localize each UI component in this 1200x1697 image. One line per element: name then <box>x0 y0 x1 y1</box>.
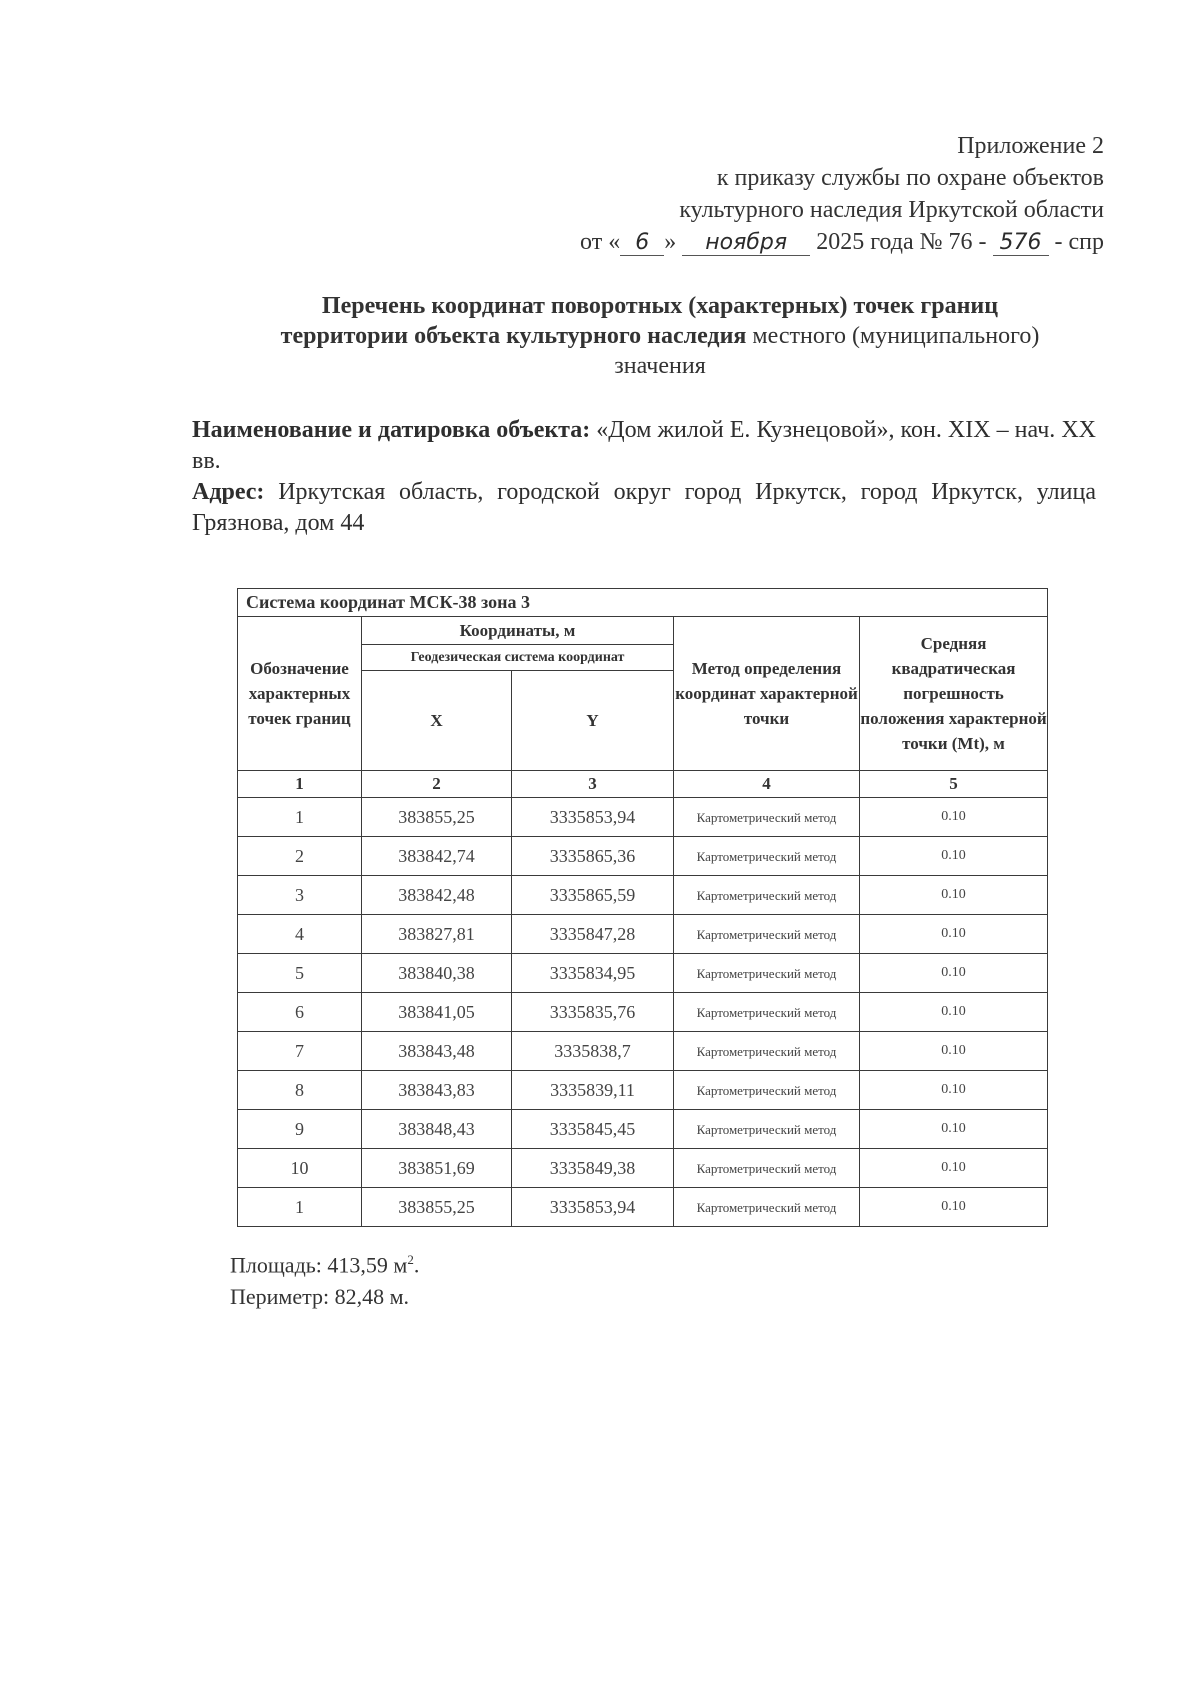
cell-error: 0.10 <box>860 915 1048 954</box>
area-end: . <box>413 1252 420 1278</box>
area-text: Площадь: 413,59 м <box>230 1252 408 1278</box>
table-row <box>238 1032 1048 1071</box>
cell-method: Картометрический метод <box>674 798 860 837</box>
col-header-point: Обозначение характерных точек границ <box>238 617 362 771</box>
cell-point: 10 <box>238 1149 362 1188</box>
address-value: Иркутская область, городской округ город Иркутск, город Иркутск, улица Грязнова, дом 44 <box>192 479 1096 536</box>
handwritten-order-number: 576 <box>993 231 1049 256</box>
cell-method: Картометрический метод <box>674 1071 860 1110</box>
col-header-coordinates: Координаты, м <box>362 617 674 645</box>
date-prefix: от « <box>580 229 621 255</box>
cell-point: 7 <box>238 1032 362 1071</box>
title-line-1: Перечень координат поворотных (характерных) точек границ <box>321 293 999 319</box>
cell-y: 3335853,94 <box>512 798 674 837</box>
cell-x: 383843,48 <box>362 1032 512 1071</box>
cell-x: 383855,25 <box>362 798 512 837</box>
table-row <box>238 954 1048 993</box>
column-number: 5 <box>860 771 1048 798</box>
table-row <box>238 1149 1048 1188</box>
cell-y: 3335847,28 <box>512 915 674 954</box>
appendix-title: Приложение 2 <box>957 133 1104 159</box>
area-superscript: 2 <box>407 1252 414 1267</box>
cell-x: 383855,25 <box>362 1188 512 1227</box>
cell-error: 0.10 <box>860 1188 1048 1227</box>
cell-point: 2 <box>238 837 362 876</box>
coordinates-table <box>237 588 1048 1227</box>
table-row <box>238 993 1048 1032</box>
area-line <box>230 1244 419 1281</box>
column-number-row <box>238 771 1048 798</box>
cell-x: 383843,83 <box>362 1071 512 1110</box>
col-header-y: Y <box>512 671 674 771</box>
cell-x: 383840,38 <box>362 954 512 993</box>
cell-error: 0.10 <box>860 1110 1048 1149</box>
cell-point: 4 <box>238 915 362 954</box>
cell-error: 0.10 <box>860 837 1048 876</box>
object-name-value: «Дом жилой Е. Кузнецовой», кон. XIX – нач. XX вв. <box>192 417 1096 474</box>
cell-point: 1 <box>238 798 362 837</box>
cell-method: Картометрический метод <box>674 954 860 993</box>
cell-y: 3335839,11 <box>512 1071 674 1110</box>
date-mid: » <box>664 229 677 255</box>
cell-error: 0.10 <box>860 798 1048 837</box>
cell-method: Картометрический метод <box>674 1149 860 1188</box>
col-header-geodetic-system: Геодезическая система координат <box>362 645 674 671</box>
cell-error: 0.10 <box>860 1149 1048 1188</box>
cell-point: 9 <box>238 1110 362 1149</box>
cell-method: Картометрический метод <box>674 876 860 915</box>
table-row <box>238 1188 1048 1227</box>
appendix-line-2: к приказу службы по охране объектов <box>716 165 1104 191</box>
cell-method: Картометрический метод <box>674 837 860 876</box>
cell-point: 5 <box>238 954 362 993</box>
handwritten-day: 6 <box>620 231 664 256</box>
address-paragraph <box>192 477 1096 539</box>
cell-point: 1 <box>238 1188 362 1227</box>
cell-x: 383848,43 <box>362 1110 512 1149</box>
table-body <box>238 798 1048 1227</box>
cell-method: Картометрический метод <box>674 1110 860 1149</box>
cell-x: 383842,74 <box>362 837 512 876</box>
title-line-3: значения <box>614 353 706 379</box>
cell-y: 3335853,94 <box>512 1188 674 1227</box>
object-name-paragraph <box>192 415 1096 477</box>
cell-method: Картометрический метод <box>674 993 860 1032</box>
table-row <box>238 876 1048 915</box>
cell-x: 383842,48 <box>362 876 512 915</box>
table-row <box>238 798 1048 837</box>
cell-x: 383841,05 <box>362 993 512 1032</box>
cell-y: 3335865,59 <box>512 876 674 915</box>
column-number: 4 <box>674 771 860 798</box>
col-header-method: Метод определения координат характерной точки <box>674 617 860 771</box>
cell-error: 0.10 <box>860 954 1048 993</box>
cell-y: 3335835,76 <box>512 993 674 1032</box>
area-perimeter <box>230 1244 419 1313</box>
cell-error: 0.10 <box>860 993 1048 1032</box>
column-number: 1 <box>238 771 362 798</box>
cell-y: 3335849,38 <box>512 1149 674 1188</box>
order-suffix: - спр <box>1054 229 1104 255</box>
cell-method: Картометрический метод <box>674 1032 860 1071</box>
cell-point: 3 <box>238 876 362 915</box>
appendix-header <box>404 130 1104 258</box>
handwritten-month: ноября <box>682 231 810 256</box>
cell-y: 3335838,7 <box>512 1032 674 1071</box>
table-row <box>238 1110 1048 1149</box>
year-text: 2025 года № 76 - <box>816 229 987 255</box>
cell-method: Картометрический метод <box>674 1188 860 1227</box>
table-row <box>238 1071 1048 1110</box>
table-row <box>238 837 1048 876</box>
cell-y: 3335845,45 <box>512 1110 674 1149</box>
appendix-line-3: культурного наследия Иркутской области <box>679 197 1104 223</box>
cell-point: 6 <box>238 993 362 1032</box>
order-date-line <box>404 226 1104 258</box>
cell-error: 0.10 <box>860 1071 1048 1110</box>
cell-y: 3335865,36 <box>512 837 674 876</box>
title-line-2-bold: территории объекта культурного наследия <box>280 323 747 349</box>
column-number: 3 <box>512 771 674 798</box>
address-label: Адрес: <box>192 479 265 505</box>
document-title <box>160 291 1160 381</box>
title-line-2-normal: местного (муниципального) <box>746 323 1040 349</box>
coordinate-system-caption: Система координат МСК-38 зона 3 <box>238 589 1048 617</box>
col-header-error: Средняя квадратическая погрешность положения характерной точки (Mt), м <box>860 617 1048 771</box>
cell-method: Картометрический метод <box>674 915 860 954</box>
cell-x: 383827,81 <box>362 915 512 954</box>
cell-error: 0.10 <box>860 1032 1048 1071</box>
col-header-x: X <box>362 671 512 771</box>
cell-point: 8 <box>238 1071 362 1110</box>
cell-error: 0.10 <box>860 876 1048 915</box>
column-number: 2 <box>362 771 512 798</box>
cell-y: 3335834,95 <box>512 954 674 993</box>
object-name-label: Наименование и датировка объекта: <box>192 417 591 443</box>
table-row <box>238 915 1048 954</box>
perimeter-line: Периметр: 82,48 м. <box>230 1284 410 1310</box>
object-info <box>192 415 1096 539</box>
cell-x: 383851,69 <box>362 1149 512 1188</box>
